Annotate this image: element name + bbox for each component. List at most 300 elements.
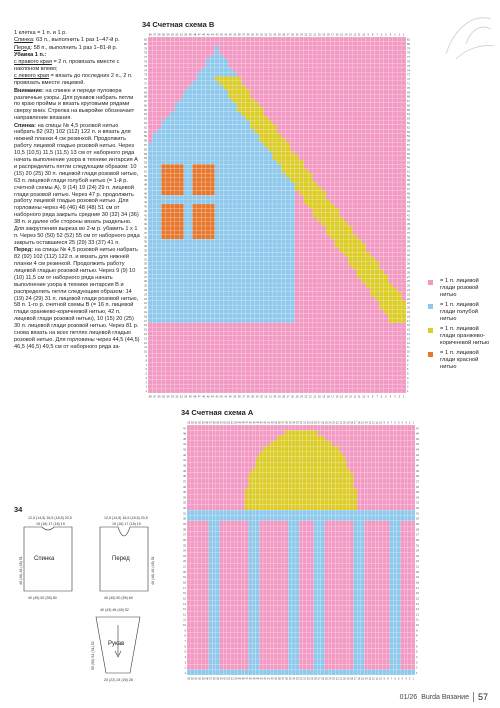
chart-cell (179, 125, 183, 129)
chart-cell (402, 384, 406, 388)
chart-cell (277, 371, 281, 375)
chart-cell (273, 160, 277, 164)
chart-cell (255, 230, 259, 234)
chart-cell (148, 164, 152, 168)
chart-cell (161, 173, 165, 177)
chart-cell (286, 156, 290, 160)
chart-cell (393, 367, 397, 371)
chart-cell (402, 72, 406, 76)
chart-cell (281, 138, 285, 142)
chart-cell (152, 345, 156, 349)
chart-cell (237, 213, 241, 217)
chart-cell (184, 314, 188, 318)
chart-cell (210, 41, 214, 45)
chart-cell (179, 41, 183, 45)
chart-cell (330, 37, 334, 41)
chart-cell (353, 103, 357, 107)
chart-cell (353, 94, 357, 98)
chart-cell (246, 279, 250, 283)
chart-cell (206, 305, 210, 309)
chart-cell (206, 301, 210, 305)
chart-cell (317, 222, 321, 226)
chart-cell (344, 345, 348, 349)
chart-cell (321, 138, 325, 142)
chart-cell (330, 340, 334, 344)
chart-cell (161, 384, 165, 388)
chart-cell (299, 204, 303, 208)
row-label: 17 (407, 319, 410, 323)
chart-cell (157, 384, 161, 388)
chart-cell (379, 173, 383, 177)
chart-cell (366, 371, 370, 375)
chart-cell (175, 200, 179, 204)
chart-cell (157, 340, 161, 344)
chart-cell (228, 327, 232, 331)
chart-cell (335, 125, 339, 129)
chart-cell (215, 191, 219, 195)
chart-cell (375, 279, 379, 283)
column-label: 3 (394, 33, 396, 37)
chart-cell (184, 323, 188, 327)
chart-cell (237, 81, 241, 85)
chart-cell (157, 156, 161, 160)
chart-cell (219, 94, 223, 98)
chart-cell (148, 151, 152, 155)
chart-cell (353, 340, 357, 344)
chart-cell (206, 274, 210, 278)
chart-cell (268, 217, 272, 221)
chart-cell (379, 283, 383, 287)
chart-cell (215, 217, 219, 221)
chart-cell (326, 41, 330, 45)
chart-cell (237, 217, 241, 221)
chart-cell (224, 72, 228, 76)
chart-cell (295, 99, 299, 103)
chart-cell (379, 142, 383, 146)
chart-cell (388, 274, 392, 278)
chart-cell (313, 274, 317, 278)
chart-cell (397, 362, 401, 366)
chart-cell (210, 156, 214, 160)
chart-cell (335, 367, 339, 371)
chart-cell (370, 81, 374, 85)
chart-cell (264, 138, 268, 142)
chart-cell (344, 323, 348, 327)
chart-cell (353, 309, 357, 313)
chart-cell (379, 375, 383, 379)
chart-cell (339, 380, 343, 384)
chart-cell (157, 266, 161, 270)
chart-cell (366, 226, 370, 230)
chart-cell (366, 55, 370, 59)
chart-cell (184, 204, 188, 208)
chart-cell (237, 142, 241, 146)
chart-cell (362, 121, 366, 125)
chart-cell (357, 213, 361, 217)
chart-cell (308, 367, 312, 371)
chart-cell (299, 37, 303, 41)
chart-cell (344, 178, 348, 182)
chart-cell (397, 213, 401, 217)
chart-cell (148, 195, 152, 199)
chart-cell (393, 178, 397, 182)
chart-cell (184, 37, 188, 41)
chart-cell (148, 318, 152, 322)
chart-cell (388, 358, 392, 362)
chart-cell (393, 257, 397, 261)
chart-cell (393, 85, 397, 89)
chart-cell (353, 248, 357, 252)
chart-cell (326, 213, 330, 217)
chart-cell (384, 50, 388, 54)
chart-cell (192, 160, 196, 164)
chart-cell (161, 107, 165, 111)
chart-cell (148, 125, 152, 129)
chart-cell (233, 85, 237, 89)
chart-cell (166, 204, 170, 208)
chart-cell (161, 288, 165, 292)
chart-cell (366, 50, 370, 54)
chart-cell (157, 323, 161, 327)
chart-cell (402, 371, 406, 375)
chart-cell (246, 389, 250, 393)
chart-cell (148, 349, 152, 353)
chart-cell (219, 358, 223, 362)
chart-cell (219, 239, 223, 243)
chart-cell (326, 345, 330, 349)
chart-cell (188, 112, 192, 116)
chart-cell (219, 349, 223, 353)
chart-cell (388, 261, 392, 265)
chart-cell (304, 147, 308, 151)
chart-cell (317, 367, 321, 371)
chart-cell (277, 279, 281, 283)
chart-cell (317, 252, 321, 256)
row-label: 21 (407, 302, 410, 306)
chart-cell (299, 208, 303, 212)
chart-cell (161, 147, 165, 151)
chart-cell (210, 85, 214, 89)
chart-cell (237, 327, 241, 331)
chart-cell (304, 178, 308, 182)
chart-cell (237, 318, 241, 322)
chart-cell (228, 389, 232, 393)
chart-cell (148, 116, 152, 120)
chart-cell (348, 244, 352, 248)
chart-cell (379, 68, 383, 72)
chart-cell (277, 68, 281, 72)
chart-cell (246, 191, 250, 195)
chart-cell (348, 37, 352, 41)
chart-cell (157, 389, 161, 393)
chart-cell (148, 230, 152, 234)
chart-cell (295, 164, 299, 168)
chart-cell (353, 72, 357, 76)
chart-cell (268, 367, 272, 371)
chart-cell (304, 37, 308, 41)
chart-cell (255, 292, 259, 296)
chart-cell (330, 314, 334, 318)
chart-cell (330, 85, 334, 89)
chart-cell (339, 362, 343, 366)
chart-cell (179, 353, 183, 357)
row-label: 80 (407, 42, 410, 46)
chart-cell (259, 358, 263, 362)
chart-cell (362, 169, 366, 173)
chart-cell (175, 314, 179, 318)
chart-cell (184, 257, 188, 261)
row-label: 46 (407, 192, 410, 196)
row-label: 25 (407, 284, 410, 288)
chart-cell (184, 239, 188, 243)
chart-cell (370, 288, 374, 292)
chart-cell (201, 340, 205, 344)
chart-cell (286, 151, 290, 155)
chart-cell (402, 112, 406, 116)
chart-cell (321, 186, 325, 190)
chart-cell (201, 46, 205, 50)
row-label: 75 (407, 64, 410, 68)
chart-cell (366, 257, 370, 261)
chart-cell (308, 169, 312, 173)
chart-cell (344, 248, 348, 252)
chart-cell (402, 81, 406, 85)
chart-cell (277, 151, 281, 155)
chart-cell (157, 336, 161, 340)
chart-cell (166, 164, 170, 168)
chart-cell (277, 362, 281, 366)
chart-cell (335, 301, 339, 305)
chart-cell (313, 296, 317, 300)
chart-cell (175, 288, 179, 292)
chart-cell (273, 178, 277, 182)
chart-cell (268, 226, 272, 230)
chart-cell (295, 235, 299, 239)
chart-cell (259, 367, 263, 371)
chart-cell (188, 292, 192, 296)
chart-cell (175, 46, 179, 50)
chart-cell (321, 112, 325, 116)
chart-cell (362, 142, 366, 146)
chart-cell (357, 77, 361, 81)
chart-cell (299, 375, 303, 379)
chart-cell (250, 37, 254, 41)
chart-cell (330, 384, 334, 388)
chart-cell (273, 90, 277, 94)
chart-cell (326, 169, 330, 173)
chart-cell (339, 173, 343, 177)
row-label: 3 (407, 381, 409, 385)
chart-cell (259, 134, 263, 138)
chart-cell (170, 59, 174, 63)
chart-cell (317, 235, 321, 239)
chart-cell (290, 252, 294, 256)
chart-cell (370, 279, 374, 283)
chart-cell (308, 173, 312, 177)
chart-cell (210, 90, 214, 94)
chart-cell (237, 37, 241, 41)
chart-cell (268, 182, 272, 186)
chart-cell (210, 138, 214, 142)
chart-cell (268, 380, 272, 384)
chart-cell (259, 125, 263, 129)
chart-cell (357, 279, 361, 283)
chart-cell (273, 186, 277, 190)
chart-cell (246, 208, 250, 212)
chart-cell (277, 72, 281, 76)
chart-cell (237, 296, 241, 300)
chart-cell (326, 292, 330, 296)
chart-cell (362, 160, 366, 164)
chart-cell (397, 296, 401, 300)
column-label: 43 (215, 33, 219, 37)
row-label: 33 (144, 249, 147, 253)
chart-cell (397, 309, 401, 313)
chart-cell (375, 191, 379, 195)
chart-cell (384, 283, 388, 287)
chart-cell (335, 107, 339, 111)
chart-cell (388, 305, 392, 309)
chart-cell (184, 230, 188, 234)
chart-cell (393, 362, 397, 366)
chart-cell (175, 230, 179, 234)
chart-cell (170, 349, 174, 353)
chart-cell (321, 195, 325, 199)
chart-cell (192, 164, 196, 168)
chart-cell (344, 68, 348, 72)
chart-cell (357, 327, 361, 331)
chart-cell (215, 208, 219, 212)
chart-cell (233, 244, 237, 248)
chart-cell (179, 68, 183, 72)
chart-cell (157, 81, 161, 85)
chart-cell (259, 270, 263, 274)
chart-cell (397, 257, 401, 261)
chart-cell (197, 151, 201, 155)
chart-cell (166, 173, 170, 177)
chart-cell (326, 37, 330, 41)
chart-cell (366, 270, 370, 274)
chart-cell (264, 314, 268, 318)
chart-cell (335, 90, 339, 94)
chart-cell (175, 99, 179, 103)
chart-cell (273, 309, 277, 313)
chart-cell (241, 160, 245, 164)
chart-cell (357, 274, 361, 278)
chart-cell (264, 283, 268, 287)
chart-cell (397, 235, 401, 239)
chart-cell (304, 349, 308, 353)
chart-cell (175, 213, 179, 217)
chart-cell (277, 200, 281, 204)
chart-cell (259, 336, 263, 340)
chart-cell (353, 151, 357, 155)
chart-cell (273, 107, 277, 111)
chart-cell (268, 94, 272, 98)
chart-cell (308, 50, 312, 54)
chart-cell (255, 107, 259, 111)
chart-cell (344, 72, 348, 76)
chart-cell (179, 362, 183, 366)
chart-cell (286, 389, 290, 393)
chart-cell (339, 208, 343, 212)
chart-cell (268, 72, 272, 76)
chart-cell (379, 204, 383, 208)
chart-cell (353, 116, 357, 120)
chart-cell (233, 103, 237, 107)
chart-cell (281, 239, 285, 243)
chart-cell (388, 85, 392, 89)
chart-cell (201, 248, 205, 252)
chart-cell (201, 384, 205, 388)
chart-cell (246, 371, 250, 375)
chart-cell (152, 72, 156, 76)
chart-cell (237, 384, 241, 388)
chart-cell (344, 46, 348, 50)
chart-cell (353, 191, 357, 195)
chart-cell (370, 353, 374, 357)
chart-cell (197, 261, 201, 265)
chart-cell (237, 112, 241, 116)
chart-cell (152, 50, 156, 54)
chart-cell (264, 367, 268, 371)
chart-cell (184, 178, 188, 182)
chart-cell (277, 107, 281, 111)
chart-cell (295, 204, 299, 208)
chart-cell (188, 134, 192, 138)
row-label: 5 (145, 372, 147, 376)
chart-cell (281, 266, 285, 270)
chart-cell (281, 380, 285, 384)
chart-cell (268, 55, 272, 59)
chart-cell (330, 279, 334, 283)
chart-cell (246, 226, 250, 230)
chart-cell (148, 279, 152, 283)
chart-cell (206, 112, 210, 116)
chart-cell (370, 213, 374, 217)
chart-cell (344, 107, 348, 111)
legend-swatch-yellow (428, 328, 433, 333)
chart-cell (277, 358, 281, 362)
row-label: 20 (144, 306, 147, 310)
chart-cell (281, 55, 285, 59)
chart-cell (210, 72, 214, 76)
chart-cell (228, 142, 232, 146)
chart-cell (335, 336, 339, 340)
chart-cell (215, 116, 219, 120)
chart-cell (388, 327, 392, 331)
chart-cell (299, 222, 303, 226)
chart-cell (339, 81, 343, 85)
chart-cell (170, 305, 174, 309)
chart-cell (273, 266, 277, 270)
chart-cell (304, 279, 308, 283)
chart-cell (215, 358, 219, 362)
chart-cell (184, 261, 188, 265)
chart-cell (250, 191, 254, 195)
chart-cell (299, 367, 303, 371)
chart-cell (175, 266, 179, 270)
chart-cell (246, 121, 250, 125)
chart-cell (264, 336, 268, 340)
chart-cell (330, 323, 334, 327)
chart-cell (393, 160, 397, 164)
chart-cell (246, 147, 250, 151)
chart-cell (192, 252, 196, 256)
chart-cell (308, 94, 312, 98)
chart-cell (215, 375, 219, 379)
chart-cell (370, 204, 374, 208)
